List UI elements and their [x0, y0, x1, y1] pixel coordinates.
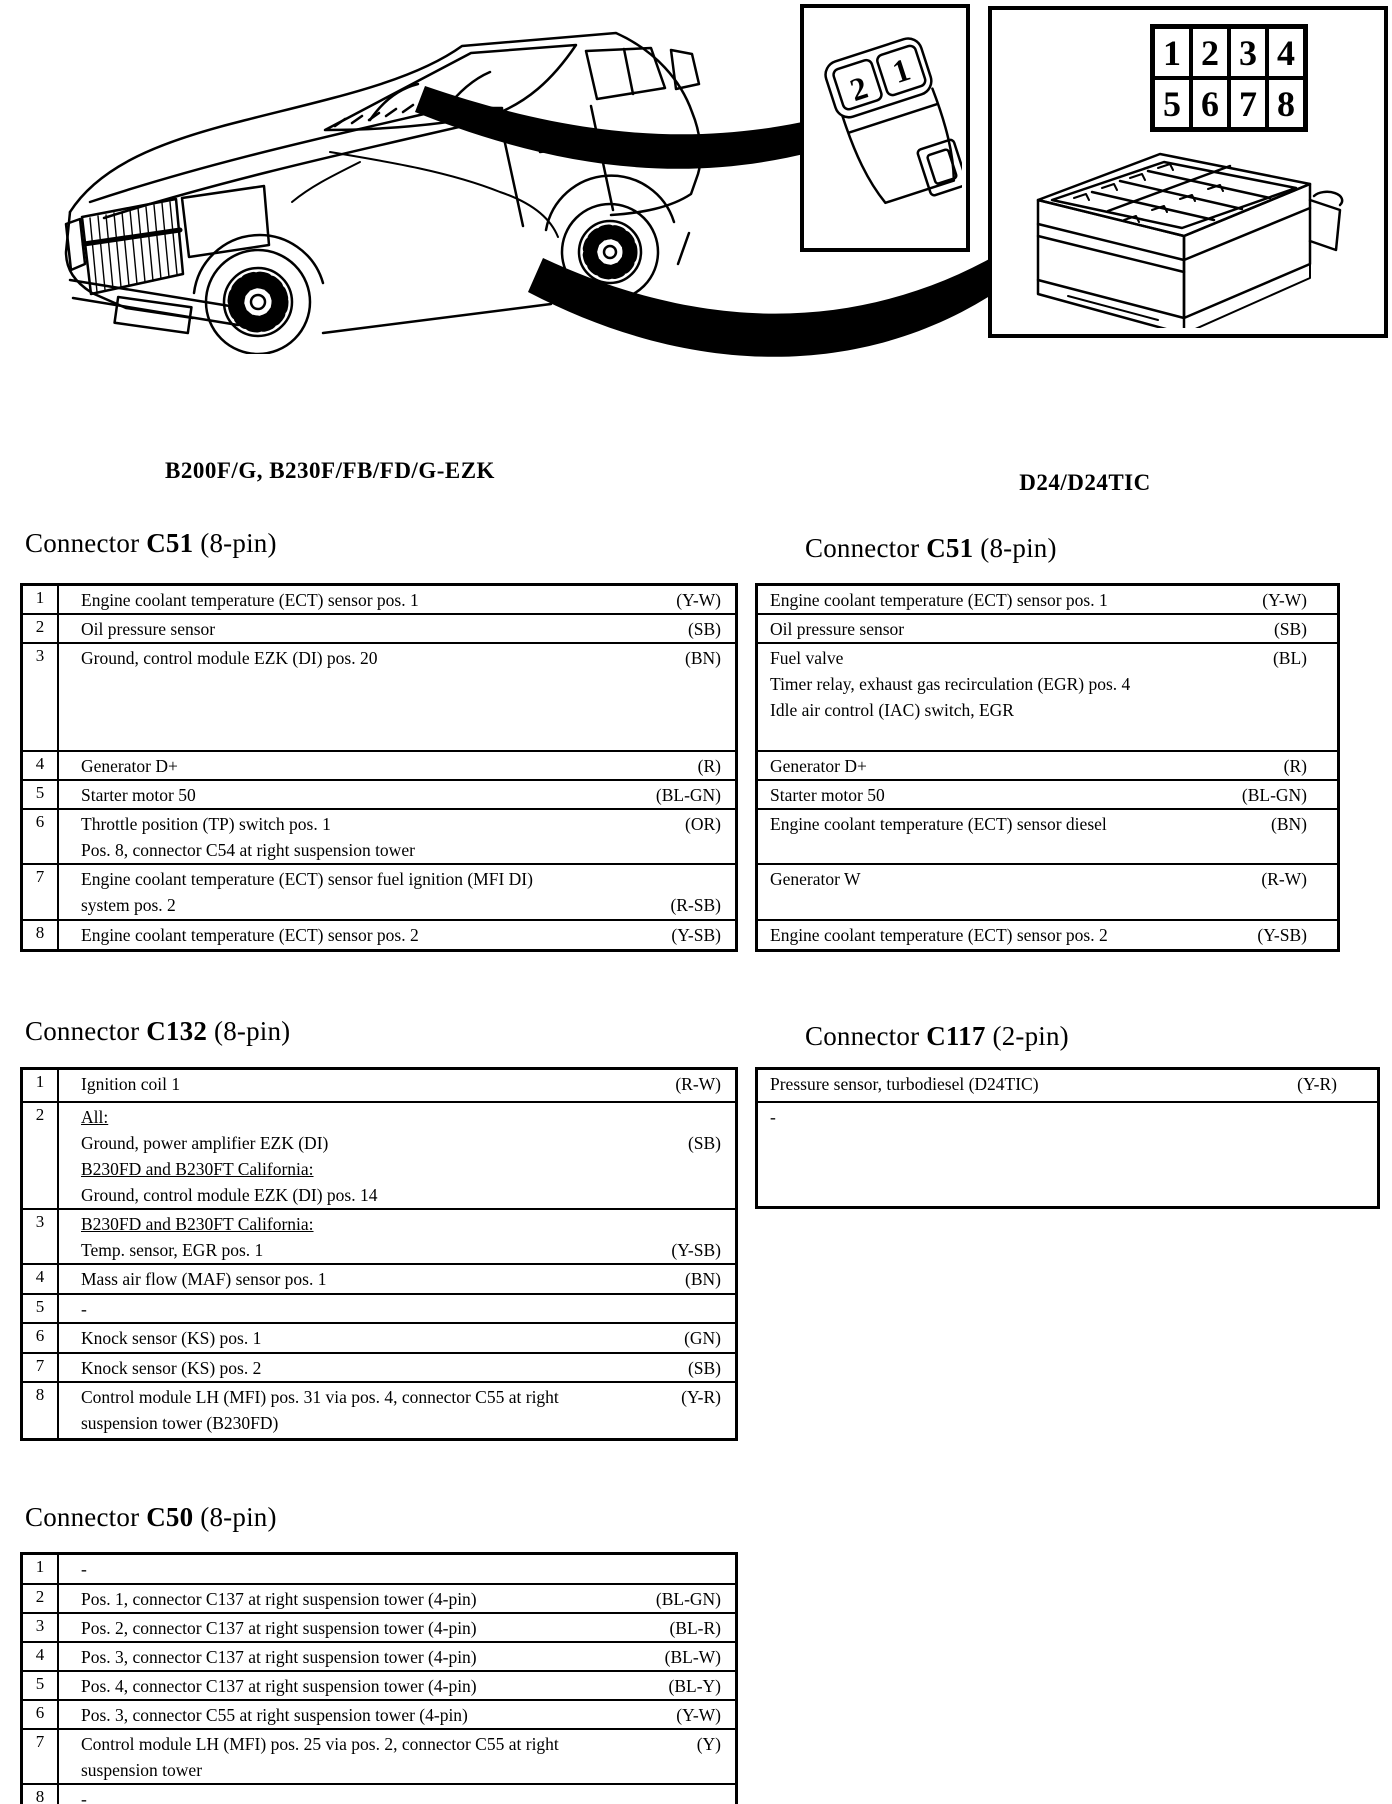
pin-description: Fuel valve: [770, 648, 844, 668]
pin-description-line: [758, 645, 1337, 671]
pin-number: 2: [23, 1103, 59, 1208]
table-row: [758, 586, 1337, 613]
pin-description: Mass air flow (MAF) sensor pos. 1: [81, 1269, 327, 1289]
pin-description-line: [59, 753, 735, 779]
pin-description: Pos. 3, connector C137 at right suspension tower (4-pin): [81, 1647, 477, 1667]
pin-number: 4: [23, 1643, 59, 1670]
wire-color-code: (SB): [687, 1133, 721, 1153]
table-row: [23, 1728, 735, 1783]
table-row: [758, 863, 1337, 919]
pin-number: 6: [23, 810, 59, 863]
pin-description-line: [59, 1731, 735, 1757]
pin-number: 6: [23, 1324, 59, 1352]
table-row: [23, 919, 735, 949]
pin-description-line: [59, 1410, 735, 1436]
pin-description: Knock sensor (KS) pos. 1: [81, 1328, 262, 1348]
table-row: [23, 1783, 735, 1804]
pin-description-line: [59, 782, 735, 808]
pin-number: 1: [23, 586, 59, 613]
pin-description: Ignition coil 1: [81, 1074, 181, 1094]
wire-color-code: (SB): [687, 1358, 721, 1378]
pin-number: 8: [23, 1785, 59, 1804]
pin-description-line: [758, 671, 1337, 697]
pin-description-line: [59, 866, 735, 892]
wire-color-code: (OR): [685, 814, 721, 834]
pin-description-line: [59, 1130, 735, 1156]
pin-label: 1: [888, 50, 915, 91]
pin-description: Pos. 2, connector C137 at right suspension tower (4-pin): [81, 1618, 477, 1638]
wire-color-code: (BL-GN): [1241, 785, 1307, 805]
wire-color-code: (SB): [687, 619, 721, 639]
pin-number: 2: [23, 1585, 59, 1612]
pin-description: Starter motor 50: [81, 785, 196, 805]
table-row: [758, 642, 1337, 750]
pin-number: 3: [23, 1210, 59, 1263]
table-row: [23, 642, 735, 750]
pin-description: Idle air control (IAC) switch, EGR: [770, 700, 1014, 720]
table-row: [23, 1699, 735, 1728]
pin-description-line: [59, 1384, 735, 1410]
table-row: [23, 1352, 735, 1381]
wire-color-code: (SB): [1273, 619, 1307, 639]
table-row: [23, 1263, 735, 1293]
pin-description-line: [59, 1644, 735, 1670]
pin-description: Pos. 4, connector C137 at right suspension tower (4-pin): [81, 1676, 477, 1696]
pin-number: 5: [23, 781, 59, 808]
pin-description: suspension tower (B230FD): [81, 1413, 279, 1433]
engine-models-header-right: D24/D24TIC: [1019, 470, 1151, 495]
section-title-c51-right: Connector C51 (8-pin): [805, 533, 1057, 563]
table-row: [23, 779, 735, 808]
eight-pin-connector-callout: [988, 6, 1388, 338]
pin-description-line: [59, 1615, 735, 1641]
table-row: [758, 808, 1337, 863]
pin-description: Oil pressure sensor: [81, 619, 216, 639]
table-row: [758, 1070, 1377, 1101]
pin-description: Control module LH (MFI) pos. 25 via pos. 2, connector C55 at right: [81, 1734, 559, 1754]
pin-description: B230FD and B230FT California:: [81, 1159, 314, 1179]
pin-description-line: [758, 1104, 1377, 1130]
pin-description: Engine coolant temperature (ECT) sensor pos. 2: [770, 925, 1108, 945]
wire-color-code: (R): [697, 756, 721, 776]
table-row: [23, 586, 735, 613]
wire-color-code: (R-SB): [670, 895, 721, 915]
pin-description: -: [81, 1789, 87, 1804]
pin-description-line: [59, 1296, 735, 1322]
pin-description: Ground, control module EZK (DI) pos. 14: [81, 1185, 378, 1205]
pin-label: 2: [845, 68, 872, 109]
table-row: [23, 1208, 735, 1263]
pin-description: All:: [81, 1107, 109, 1127]
wire-color-code: (Y-R): [681, 1387, 721, 1407]
pin-description-line: [59, 1266, 735, 1292]
pin-description: Control module LH (MFI) pos. 31 via pos. 4, connector C55 at right: [81, 1387, 559, 1407]
table-row: [23, 750, 735, 779]
pin-grid-cell: 7: [1229, 78, 1267, 129]
pin-description: Temp. sensor, EGR pos. 1: [81, 1240, 264, 1260]
wire-color-code: (BL-Y): [668, 1676, 721, 1696]
wire-color-code: (Y-R): [1297, 1074, 1337, 1094]
wire-color-code: (BN): [685, 648, 721, 668]
wire-color-code: (Y-SB): [671, 925, 721, 945]
table-row: [758, 779, 1337, 808]
wire-color-code: (R-W): [1261, 869, 1307, 889]
pin-grid-cell: 1: [1153, 27, 1191, 78]
pin-description: Throttle position (TP) switch pos. 1: [81, 814, 331, 834]
pin-description: Generator D+: [81, 756, 178, 776]
wire-color-code: (Y-SB): [671, 1240, 721, 1260]
eight-pin-connector-drawing: [1008, 138, 1364, 328]
section-title-c132: Connector C132 (8-pin): [25, 1016, 291, 1046]
pinout-table-c132: [20, 1067, 738, 1441]
pin-description: Engine coolant temperature (ECT) sensor fuel ignition (MFI DI): [81, 869, 533, 889]
wire-color-code: (Y-W): [676, 1705, 721, 1725]
pin-description-line: [59, 1757, 735, 1783]
pin-number: 4: [23, 752, 59, 779]
pin-number: 1: [23, 1555, 59, 1583]
pin-description-line: [59, 1702, 735, 1728]
pin-description-line: [758, 697, 1337, 723]
wire-color-code: (BN): [685, 1269, 721, 1289]
pin-description-line: [758, 782, 1337, 808]
pin-description-line: [758, 866, 1337, 892]
pin-description: suspension tower: [81, 1760, 203, 1780]
pin-description-line: [59, 1156, 735, 1182]
wire-color-code: (R): [1283, 756, 1307, 776]
pin-description: Engine coolant temperature (ECT) sensor pos. 1: [770, 590, 1108, 610]
pin-number: 7: [23, 1730, 59, 1783]
pin-grid-cell: 5: [1153, 78, 1191, 129]
pin-description-line: [59, 1355, 735, 1381]
pin-number: 2: [23, 615, 59, 642]
pin-description-line: [59, 1325, 735, 1351]
table-row: [23, 1322, 735, 1352]
pin-description: Ground, control module EZK (DI) pos. 20: [81, 648, 378, 668]
table-row: [23, 808, 735, 863]
pin-description-line: [59, 1071, 735, 1097]
table-row: [23, 1583, 735, 1612]
pin-description: Pos. 8, connector C54 at right suspension tower: [81, 840, 415, 860]
wire-color-code: (R-W): [675, 1074, 721, 1094]
two-pin-connector-drawing: [804, 10, 962, 242]
pin-number: 4: [23, 1265, 59, 1293]
table-row: [23, 1101, 735, 1208]
pin-number: 1: [23, 1070, 59, 1101]
pin-grid-cell: 8: [1267, 78, 1305, 129]
wire-color-code: (BL-R): [669, 1618, 721, 1638]
two-pin-connector-callout: [800, 4, 970, 252]
pin-description: B230FD and B230FT California:: [81, 1214, 314, 1234]
wire-color-code: (Y-SB): [1257, 925, 1307, 945]
wire-color-code: (BN): [1271, 814, 1307, 834]
pin-description: Oil pressure sensor: [770, 619, 905, 639]
pin-description: -: [81, 1299, 87, 1319]
pin-description-line: [59, 1556, 735, 1582]
pinout-table-c51-right: [755, 583, 1340, 952]
pin-description-line: [59, 1104, 735, 1130]
wire-color-code: (BL-W): [664, 1647, 721, 1667]
table-row: [23, 1670, 735, 1699]
pin-number: 7: [23, 1354, 59, 1381]
pin-description-line: [59, 1586, 735, 1612]
pin-grid-cell: 6: [1191, 78, 1229, 129]
pin-description-line: [758, 1071, 1377, 1097]
pin-description: Timer relay, exhaust gas recirculation (EGR) pos. 4: [770, 674, 1131, 694]
section-title-c50: Connector C50 (8-pin): [25, 1502, 277, 1532]
table-row: [23, 863, 735, 919]
pin-number: 5: [23, 1295, 59, 1322]
pin-description: Engine coolant temperature (ECT) sensor diesel: [770, 814, 1107, 834]
table-row: [758, 750, 1337, 779]
wire-color-code: (Y-W): [676, 590, 721, 610]
pin-grid-cell: 4: [1267, 27, 1305, 78]
pin-description-line: [59, 922, 735, 948]
table-row: [23, 1641, 735, 1670]
pin-description-line: [59, 645, 735, 671]
pin-description-line: [59, 1673, 735, 1699]
pin-number: 3: [23, 1614, 59, 1641]
pin-description-line: [59, 1237, 735, 1263]
pin-description: Generator D+: [770, 756, 867, 776]
pin-description: -: [81, 1559, 87, 1579]
section-title-c51-left: Connector C51 (8-pin): [25, 528, 277, 558]
pinout-table-c50: [20, 1552, 738, 1804]
pin-description: Starter motor 50: [770, 785, 885, 805]
pin-description: Pos. 1, connector C137 at right suspension tower (4-pin): [81, 1589, 477, 1609]
pin-number: 8: [23, 921, 59, 949]
pin-number-grid: [1150, 24, 1308, 132]
wire-color-code: (Y-W): [1262, 590, 1307, 610]
table-row: [23, 613, 735, 642]
section-title-c117: Connector C117 (2-pin): [805, 1021, 1069, 1051]
pin-description-line: [758, 811, 1337, 837]
pinout-table-c117: [755, 1067, 1380, 1209]
table-row: [758, 1101, 1377, 1206]
table-row: [758, 613, 1337, 642]
table-row: [758, 919, 1337, 949]
pin-grid-cell: 2: [1191, 27, 1229, 78]
table-row: [23, 1555, 735, 1583]
pin-description: Knock sensor (KS) pos. 2: [81, 1358, 262, 1378]
car-line-drawing: [30, 2, 740, 354]
pin-description: Pos. 3, connector C55 at right suspension tower (4-pin): [81, 1705, 468, 1725]
wire-color-code: (BL-GN): [655, 785, 721, 805]
pin-description: -: [770, 1107, 776, 1127]
pin-description-line: [59, 811, 735, 837]
pinout-table-c51-left: [20, 583, 738, 952]
table-row: [23, 1381, 735, 1438]
pin-description-line: [59, 837, 735, 863]
pin-number: 6: [23, 1701, 59, 1728]
pin-number: 5: [23, 1672, 59, 1699]
wire-color-code: (Y): [696, 1734, 721, 1754]
table-row: [23, 1070, 735, 1101]
wire-color-code: (GN): [684, 1328, 721, 1348]
pin-description-line: [59, 1786, 735, 1804]
pin-description-line: [59, 1182, 735, 1208]
pin-description-line: [59, 616, 735, 642]
pin-description: Ground, power amplifier EZK (DI): [81, 1133, 329, 1153]
pin-number: 3: [23, 644, 59, 750]
pin-description-line: [758, 922, 1337, 948]
pin-description-line: [758, 616, 1337, 642]
pin-number: 8: [23, 1383, 59, 1438]
engine-models-header-left: B200F/G, B230F/FB/FD/G-EZK: [165, 458, 495, 483]
wire-color-code: (BL-GN): [655, 1589, 721, 1609]
pin-grid-cell: 3: [1229, 27, 1267, 78]
wire-color-code: (BL): [1272, 648, 1307, 668]
pin-description: system pos. 2: [81, 895, 176, 915]
pin-description-line: [758, 753, 1337, 779]
pin-description: Pressure sensor, turbodiesel (D24TIC): [770, 1074, 1039, 1094]
pin-description-line: [758, 587, 1337, 613]
pin-description: Engine coolant temperature (ECT) sensor pos. 1: [81, 590, 419, 610]
pin-description-line: [59, 892, 735, 918]
pin-description: Generator W: [770, 869, 861, 889]
pin-description-line: [59, 1211, 735, 1237]
pin-description-line: [59, 587, 735, 613]
pin-description: Engine coolant temperature (ECT) sensor pos. 2: [81, 925, 419, 945]
table-row: [23, 1612, 735, 1641]
table-row: [23, 1293, 735, 1322]
pin-number: 7: [23, 865, 59, 919]
